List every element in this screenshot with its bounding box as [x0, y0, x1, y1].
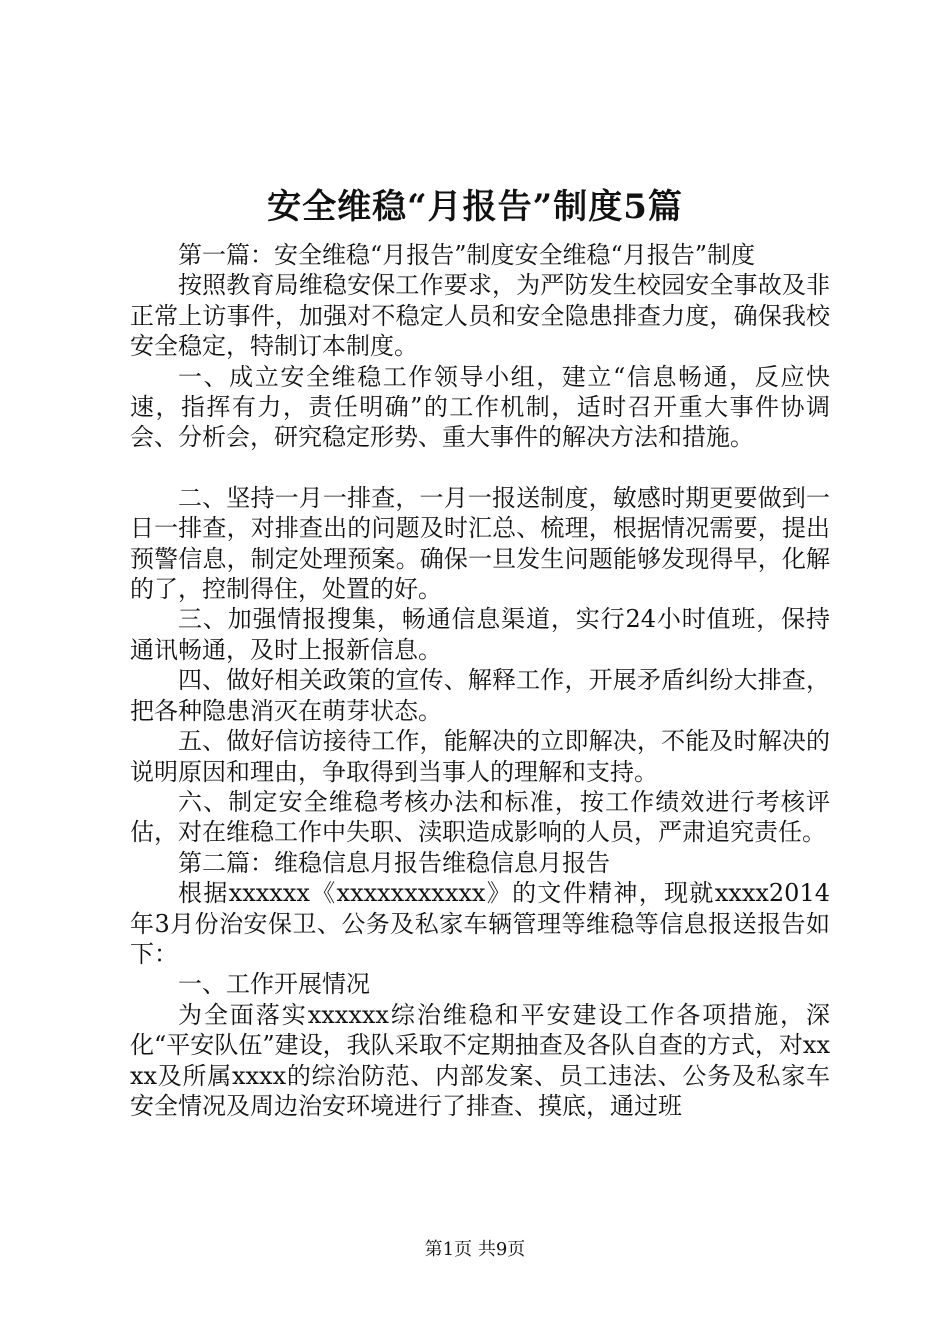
document-body	[130, 240, 830, 1121]
paragraph: 根据xxxxxx《xxxxxxxxxxx》的文件精神，现就xxxx2014年3月份治安保卫、公务及私家车辆管理等维稳等信息报送报告如下：	[130, 879, 830, 968]
paragraph: 三、加强情报搜集，畅通信息渠道，实行24小时值班，保持通讯畅通，及时上报新信息。	[130, 605, 830, 664]
paragraph: 按照教育局维稳安保工作要求，为严防发生校园安全事故及非正常上访事件，加强对不稳定人员和安全隐患排查力度，确保我校安全稳定，特制订本制度。	[130, 271, 830, 361]
document-title: 安全维稳“月报告”制度5篇	[267, 187, 683, 227]
section-heading: 第二篇：维稳信息月报告维稳信息月报告	[178, 848, 610, 877]
paragraph: 为全面落实xxxxxx综治维稳和平安建设工作各项措施，深化“平安队伍”建设，我队采取不定期抽查及各队自查的方式，对xxxx及所属xxxx的综治防范、内部发案、员工违法、公务及私家车安全情况及周边治安环境进行了排查、摸底，通过班	[130, 1000, 830, 1120]
page-footer: 第1页 共9页	[424, 1239, 526, 1260]
paragraph: 五、做好信访接待工作，能解决的立即解决，不能及时解决的说明原因和理由，争取得到当事人的理解和支持。	[130, 727, 830, 786]
paragraph: 六、制定安全维稳考核办法和标准，按工作绩效进行考核评估，对在维稳工作中失职、渎职造成影响的人员，严肃追究责任。	[130, 787, 830, 847]
paragraph: 二、坚持一月一排查，一月一报送制度，敏感时期更要做到一日一排查，对排查出的问题及时汇总、梳理，根据情况需要，提出预警信息，制定处理预案。确保一旦发生问题能够发现得早，化解的了，控制得住，处置的好。	[130, 483, 830, 604]
paragraph: 一、成立安全维稳工作领导小组，建立“信息畅通，反应快速，指挥有力，责任明确”的工作机制，适时召开重大事件协调会、分析会，研究稳定形势、重大事件的解决方法和措施。	[130, 362, 830, 452]
paragraph: 四、做好相关政策的宣传、解释工作，开展矛盾纠纷大排查，把各种隐患消灭在萌芽状态。	[130, 666, 830, 725]
paragraph: 第一篇：安全维稳“月报告”制度安全维稳“月报告”制度	[178, 241, 756, 269]
section-heading: 一、工作开展情况	[178, 970, 370, 999]
